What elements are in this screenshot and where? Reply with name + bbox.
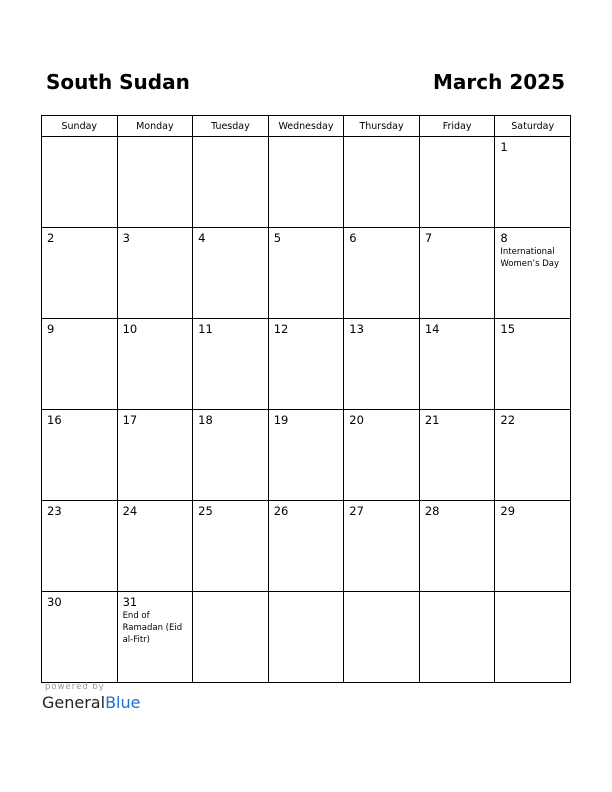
holiday-label: End of Ramadan (Eid al-Fitr) [122, 611, 183, 645]
day-cell[interactable] [42, 319, 118, 410]
day-cell[interactable] [419, 228, 495, 319]
day-number: 25 [198, 504, 213, 518]
day-cell[interactable] [268, 228, 344, 319]
week-row [42, 410, 571, 501]
logo-text-blue: Blue [105, 693, 141, 712]
week-row [42, 592, 571, 683]
day-number: 11 [198, 322, 213, 336]
day-number: 16 [47, 413, 62, 427]
day-number: 22 [500, 413, 516, 427]
weekday-tuesday: Tuesday [193, 116, 269, 137]
day-cell[interactable] [268, 319, 344, 410]
empty-day-cell [193, 592, 269, 683]
day-number: 6 [349, 231, 357, 245]
day-number: 30 [47, 595, 62, 609]
weekday-thursday: Thursday [344, 116, 420, 137]
day-number: 24 [122, 504, 138, 518]
day-cell[interactable] [268, 410, 344, 501]
empty-day-cell [344, 592, 420, 683]
day-number: 5 [273, 231, 282, 245]
day-cell[interactable] [193, 501, 269, 592]
day-number: 19 [273, 413, 289, 427]
day-cell[interactable] [117, 228, 193, 319]
weekday-saturday: Saturday [495, 116, 571, 137]
day-cell[interactable] [495, 319, 571, 410]
day-cell[interactable] [117, 410, 193, 501]
day-number: 14 [424, 322, 440, 336]
day-cell[interactable] [344, 410, 420, 501]
day-cell[interactable] [42, 410, 118, 501]
day-number: 20 [349, 413, 364, 427]
week-row [42, 501, 571, 592]
day-cell[interactable] [344, 228, 420, 319]
day-number: 29 [500, 504, 516, 518]
empty-day-cell [193, 137, 269, 228]
weekday-sunday: Sunday [42, 116, 118, 137]
day-cell[interactable] [42, 592, 118, 683]
day-cell[interactable] [42, 501, 118, 592]
day-number: 23 [47, 504, 62, 518]
country-title: South Sudan [46, 70, 190, 94]
weekday-wednesday: Wednesday [268, 116, 344, 137]
day-cell[interactable] [419, 410, 495, 501]
day-cell[interactable] [117, 501, 193, 592]
day-cell[interactable] [495, 410, 571, 501]
day-cell[interactable] [193, 410, 269, 501]
empty-day-cell [117, 137, 193, 228]
day-cell[interactable] [495, 501, 571, 592]
empty-day-cell [268, 592, 344, 683]
day-number: 28 [424, 504, 440, 518]
weekday-monday: Monday [117, 116, 193, 137]
weekday-header-row [42, 116, 571, 137]
day-number: 10 [122, 322, 138, 336]
empty-day-cell [42, 137, 118, 228]
day-cell[interactable] [117, 592, 193, 683]
holiday-label: International Women’s Day [500, 247, 559, 269]
day-number: 1 [500, 140, 508, 154]
week-row [42, 319, 571, 410]
day-number: 7 [424, 231, 433, 245]
day-cell[interactable] [344, 319, 420, 410]
powered-by-label: powered by [45, 682, 105, 692]
week-row [42, 137, 571, 228]
day-number: 21 [424, 413, 440, 427]
calendar-grid [41, 115, 571, 683]
day-cell[interactable] [42, 228, 118, 319]
day-number: 4 [198, 231, 206, 245]
day-cell[interactable] [419, 501, 495, 592]
day-cell[interactable] [193, 319, 269, 410]
day-number: 31 [122, 595, 138, 609]
day-number: 18 [198, 413, 213, 427]
day-number: 12 [273, 322, 289, 336]
day-cell[interactable] [419, 319, 495, 410]
day-number: 9 [47, 322, 55, 336]
day-number: 2 [47, 231, 55, 245]
month-title: March 2025 [433, 70, 565, 94]
day-number: 27 [349, 504, 364, 518]
empty-day-cell [419, 592, 495, 683]
empty-day-cell [419, 137, 495, 228]
day-number: 8 [500, 231, 508, 245]
logo-text-general: General [42, 693, 106, 712]
day-number: 17 [122, 413, 138, 427]
day-number: 3 [122, 231, 130, 245]
week-row [42, 228, 571, 319]
day-number: 15 [500, 322, 516, 336]
day-number: 13 [349, 322, 364, 336]
empty-day-cell [495, 592, 571, 683]
day-number: 26 [273, 504, 289, 518]
day-cell[interactable] [495, 228, 571, 319]
empty-day-cell [344, 137, 420, 228]
generalblue-logo[interactable] [42, 693, 140, 712]
day-cell[interactable] [117, 319, 193, 410]
weekday-friday: Friday [419, 116, 495, 137]
empty-day-cell [268, 137, 344, 228]
day-cell[interactable] [268, 501, 344, 592]
day-cell[interactable] [344, 501, 420, 592]
day-cell[interactable] [495, 137, 571, 228]
day-cell[interactable] [193, 228, 269, 319]
